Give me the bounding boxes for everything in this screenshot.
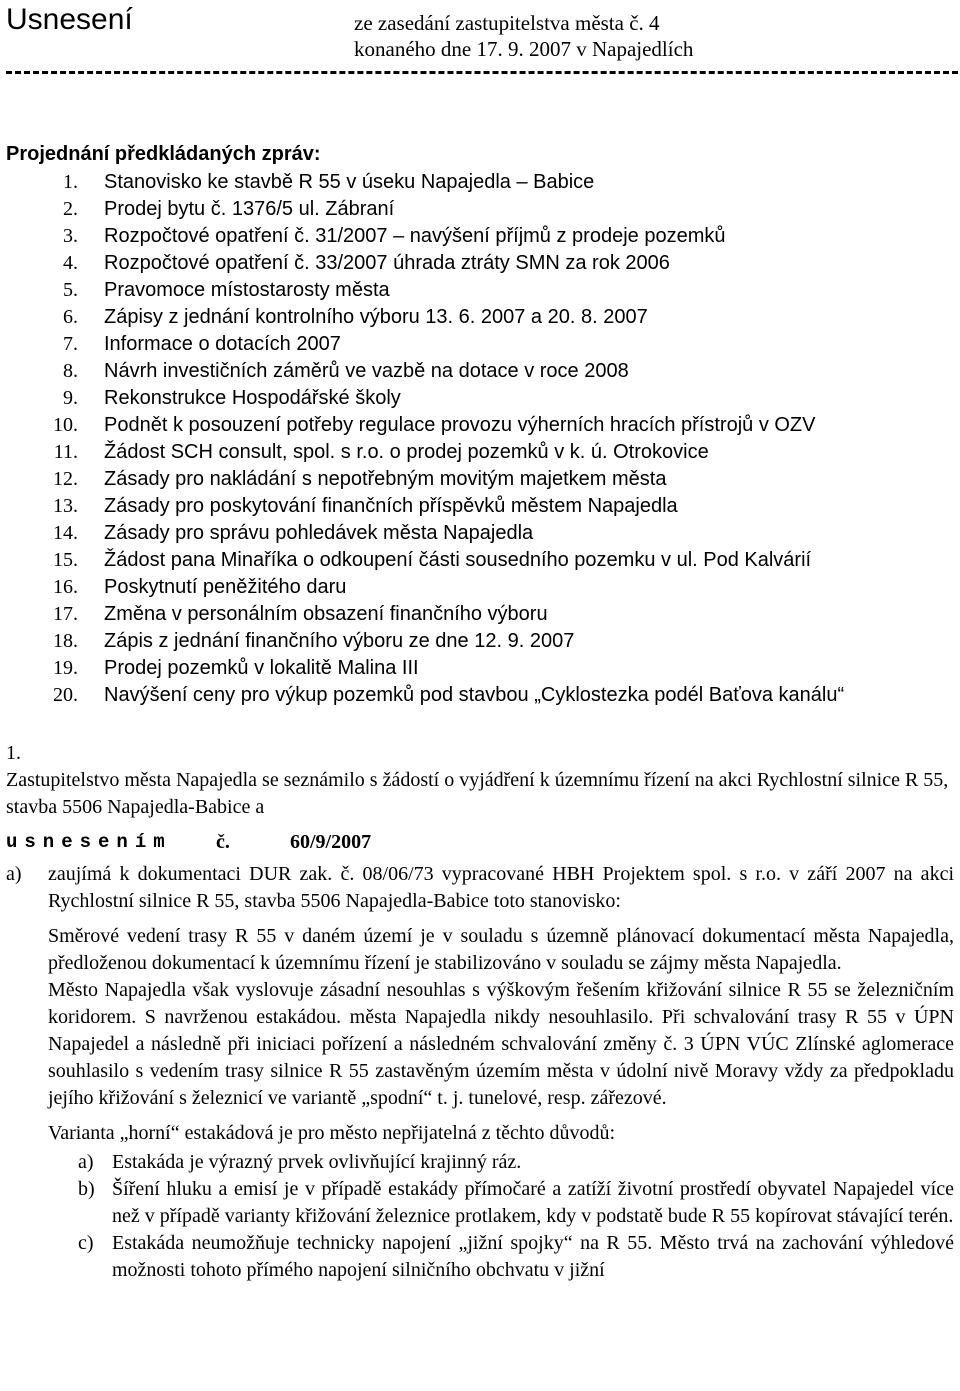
list-item [6,250,956,277]
item-number: 5. [63,279,78,301]
subtitle-line-2: konaného dne 17. 9. 2007 v Napajedlích [354,37,694,61]
item-text: Zásady pro správu pohledávek města Napajedla [104,522,534,544]
resolution-word: usnesením [6,831,172,853]
item-number: 3. [63,225,78,247]
item-number: 4. [63,252,78,274]
item-number: 20. [53,684,78,706]
item-text: Změna v personálním obsazení finančního výboru [104,603,548,625]
list-item [6,304,956,331]
list-item [6,277,956,304]
list-item [6,682,956,709]
reason-letter: a) [78,1151,94,1173]
list-item [6,1149,954,1176]
reason-text: Šíření hluku a emisí je v případě estakády přímočaré a zatíží životní prostředí obyvatel Napajedel více než v případě varianty křižování železnice protlakem, kdy v podstatě bude R 55 kopírovat stávající terén. [112,1178,954,1227]
list-item [6,169,956,196]
item-text: Prodej bytu č. 1376/5 ul. Zábraní [104,198,395,220]
list-item [6,1230,954,1284]
list-item [6,331,956,358]
section-intro: Zastupitelstvo města Napajedla se seznámilo s žádostí o vyjádření k územnímu řízení na akci Rychlostní silnice R 55, stavba 5506 Napajedla-Babice a [6,769,949,818]
item-text: Podnět k posouzení potřeby regulace provozu výherních hracích přístrojů v OZV [104,414,816,436]
subtitle-line-1: ze zasedání zastupitelstva města č. 4 [354,11,660,35]
item-number: 17. [53,603,78,625]
item-text: Poskytnutí peněžitého daru [104,576,347,598]
item-number: 2. [63,198,78,220]
item-text: Zásady pro nakládání s nepotřebným movitým majetkem města [104,468,667,490]
item-text: Návrh investičních záměrů ve vazbě na dotace v roce 2008 [104,360,629,382]
list-item [6,439,956,466]
list-item [6,655,956,682]
list-item [6,385,956,412]
item-text: Žádost pana Minaříka o odkoupení části sousedního pozemku v ul. Pod Kalvárií [104,549,812,571]
item-number: 1. [63,171,78,193]
list-item [6,574,956,601]
list-item [6,412,956,439]
statement-paragraph-3: Varianta „horní“ estakádová je pro město nepřijatelná z těchto důvodů: [48,1122,616,1144]
item-number: 15. [53,549,78,571]
item-text: Zápisy z jednání kontrolního výboru 13. 6. 2007 a 20. 8. 2007 [104,306,648,328]
item-number: 8. [63,360,78,382]
item-number: 6. [63,306,78,328]
reason-letter: c) [78,1232,94,1254]
item-text: Rozpočtové opatření č. 31/2007 – navýšení příjmů z prodeje pozemků [104,225,726,247]
item-number: 16. [53,576,78,598]
dashed-divider [6,71,958,74]
reason-text: Estakáda je výrazný prvek ovlivňující krajinný ráz. [112,1151,522,1173]
reasons-list [6,1149,954,1284]
list-item [6,466,956,493]
item-number: 19. [53,657,78,679]
document-title: Usnesení [6,3,133,36]
list-item [6,1176,954,1230]
list-item [6,223,956,250]
list-item [6,196,956,223]
point-a-text: zaujímá k dokumentaci DUR zak. č. 08/06/73 vypracované HBH Projektem spol. s r.o. v září 2007 na akci Rychlostní silnice R 55, stavba 5506 Napajedla-Babice toto stanovisko: [48,863,954,912]
section-1 [6,740,954,1284]
header [6,0,956,70]
list-item [6,520,956,547]
item-text: Prodej pozemků v lokalitě Malina III [104,657,419,679]
resolution-line [6,827,954,857]
point-letter: a) [6,863,22,885]
list-item [6,601,956,628]
resolution-number: 60/9/2007 [290,831,372,853]
item-text: Navýšení ceny pro výkup pozemků pod stavbou „Cyklostezka podél Baťova kanálu“ [104,684,845,706]
item-text: Pravomoce místostarosty města [104,279,390,301]
statement-paragraph-1: Směrové vedení trasy R 55 v daném území je v souladu s územně plánovací dokumentací města Napajedla, předloženou dokumentací k územnímu řízení je stabilizováno v souladu se zájmy města Napajedla. [48,925,954,974]
item-text: Rozpočtové opatření č. 33/2007 úhrada ztráty SMN za rok 2006 [104,252,670,274]
item-number: 14. [53,522,78,544]
item-text: Zápis z jednání finančního výboru ze dne 12. 9. 2007 [104,630,575,652]
item-text: Rekonstrukce Hospodářské školy [104,387,401,409]
reason-text: Estakáda neumožňuje technicky napojení „jižní spojky“ na R 55. Město trvá na zachování výhledové možnosti tohoto přímého napojení silničního obchvatu v jižní [112,1232,954,1281]
item-number: 7. [63,333,78,355]
list-item [6,547,956,574]
list-item [6,358,956,385]
item-number: 13. [53,495,78,517]
item-number: 18. [53,630,78,652]
statement-paragraph-2: Město Napajedla však vyslovuje zásadní nesouhlas s výškovým řešením křižování silnice R 55 se železničním koridorem. S navrženou estakádou. města Napajedla nikdy nesouhlasilo. Při schvalování trasy R 55 v ÚPN Napajedel a následně při iniciaci pořízení a následném schvalování změny č. 3 ÚPN VÚC Zlínské aglomerace souhlasilo s vedením trasy silnice R 55 zastavěným územím města v údolní nivě Moravy vždy za předpokladu jejího křižování s železnicí ve variantě „spodní“ t. j. tunelové, resp. zářezové. [48,979,954,1109]
item-text: Informace o dotacích 2007 [104,333,341,355]
point-a [6,861,954,1147]
item-number: 12. [53,468,78,490]
list-item [6,493,956,520]
section-number: 1. [6,742,21,764]
resolution-abbrev: č. [216,831,230,853]
agenda-heading: Projednání předkládaných zpráv: [6,143,321,165]
item-number: 9. [63,387,78,409]
reason-letter: b) [78,1178,95,1200]
item-text: Žádost SCH consult, spol. s r.o. o prodej pozemků v k. ú. Otrokovice [104,441,709,463]
item-text: Stanovisko ke stavbě R 55 v úseku Napajedla – Babice [104,171,595,193]
agenda-list [6,169,956,709]
item-number: 11. [53,441,78,463]
item-number: 10. [53,414,78,436]
list-item [6,628,956,655]
item-text: Zásady pro poskytování finančních příspěvků městem Napajedla [104,495,678,517]
